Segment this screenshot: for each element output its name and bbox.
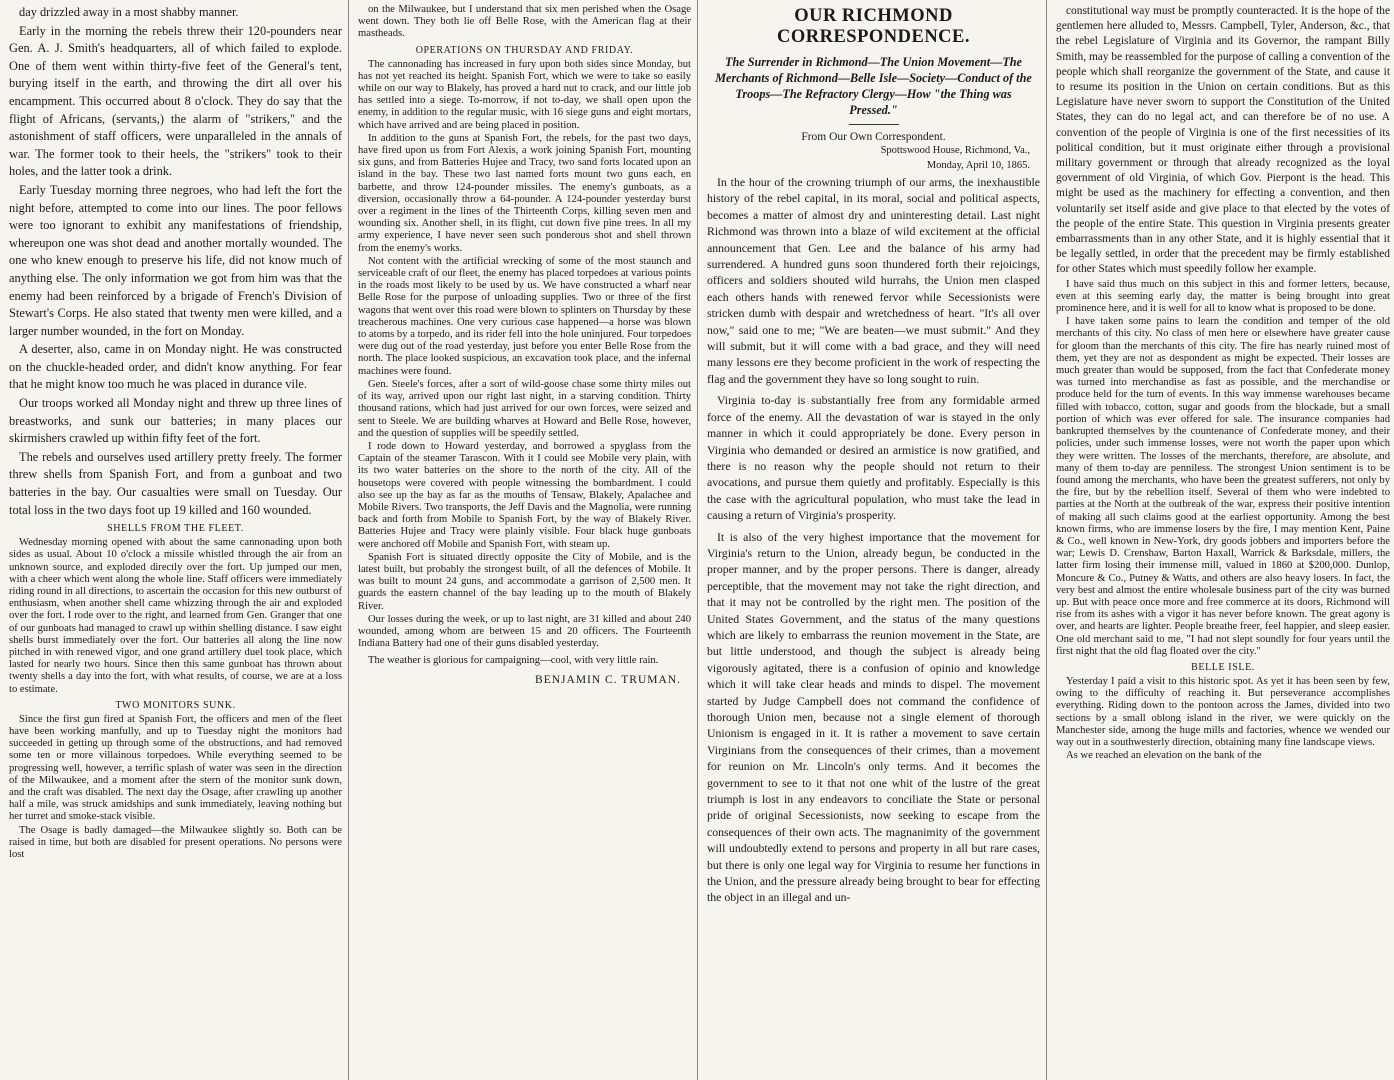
section-heading-belle-isle: BELLE ISLE.	[1191, 661, 1255, 673]
column-3	[701, 0, 1047, 1080]
paragraph: I have taken some pains to learn the condition and temper of the old merchants of this city. No class of men here or elsewhere have greater cause for gloom than the merchants of this city. The fire has nearly ruined most of them, yet they are not as despondent as might be expected. Their losses are much greater than would be supposed, from the fact that Confederate money was turned into merchandise as fast as possible, and the merchandise or produce held for the turn of events. In this way immense warehouses became filled with tobacco, cotton, sugar and goods from the blockade, but a small portion of which was ever offered for sale. The insurance companies had bankrupted themselves by the countenance of Confederate money, and their policies, under such immense losses, were not worth the paper upon which they were written. The losses of the merchants, therefore, are absolute, and many of them to-day are penniless. The strongest Union sentiment is to be found among the merchants, who have been the greatest sufferers, not only by the fire, but by the rebellion itself. Several of them who were indebted to parties at the North at the outbreak of the war, express their positive intention of making all such claims good at the earliest opportunity. Among the best known firms, who are immense losers by the fire, I may mention Kent, Paine & Co., well known in New-York, dry goods jobbers and importers before the war; Lewis D. Crenshaw, Barton Haxall, Warrick & Barksdale, millers, the latter firm losing their immense mill, valued in 1860 at $200,000. Dunlop, Moncure & Co., Putney & Watts, and others are also heavy losers. In fact, the very best and almost the entire wholesale business part of the city was burned up. But with peace once more and free commerce at its doors, Richmond will rise from its ashes with a vigor it has never before known. The great agony is over, and hearts are lighter. People breathe freer, feel happier, and sleep easier. One old merchant said to me, "I had not slept soundly for four years until the first night that the old flag floated over the city."	[1056, 316, 1390, 657]
paragraph: It is also of the very highest importance that the movement for Virginia's return to the Union, already begun, be conducted in the proper manner, and by the proper persons. There is danger, already perceptible, that the movement may not take the right direction, and that it may not be controlled by the right men. The position of the United States Government, and the status of the many questions which are likely to embarrass the reunion movement in the State, are but little understood, and though the subject is already being vigorously agitated, there is a confusion of opinio and knowledge which it will take clear heads and minds to dispel. The movement started by Judge Campbell does not command the confidence of thorough Union men, because not a single element of thorough Unionism is engaged in it. It is rather a movement to save certain Virginians from the consequences of their crimes, than a movement for reunion on Mr. Lincoln's only terms. And it becomes the government to see to it that not one whit of the lustre of the great triumph is lost in any endeavors to conciliate the State or personal pride of original Secessionists, now seeking to escape from the consequences of their own acts. The magnanimity of the government will undoubtedly extend to persons and property in all but rare cases, but there is only one legal way for Virginia to resume her functions in the Union, and the pressure already being brought to bear for effecting the object in an illegal and un-	[707, 529, 1040, 905]
byline: From Our Own Correspondent.	[801, 131, 946, 143]
paragraph: constitutional way must be promptly counteracted. It is the hope of the gentlemen here alluded to, Messrs. Campbell, Tyler, Anderson, &c., that the rebel Legislature of Virginia and its Governor, the rampant Billy Smith, may be reassembled for the purpose of calling a convention of the people which shall reorganize the government of the State, and cause it to resume its position in the Union on certain conditions. But as this Legislature have never sworn to support the Constitution of the United States, they can do no legal act, and can therefore be of no use. A convention of the people of Virginia is one of the first necessities of its political condition, but it must originate either through a provisional military government or through that already recognized as the loyal government of old Virginia, of which Gov. Pierpont is the head. This might be used as the machinery for effecting a convention, and then voluntarily set itself aside and give place to that elected by the votes of the people of the entire State. This question in Virginia presents greater embarrassments than in any other State, and it is highly essential that it be legally settled, in order that the precedent may be firmly established for other States which must speedily follow her example.	[1056, 5, 1390, 276]
paragraph: I have said thus much on this subject in this and former letters, because, even at this seeming early day, the matter is being brought into great prominence here, and it is well for all to know what is proposed to be done.	[1056, 278, 1390, 315]
divider	[849, 124, 899, 125]
column-2	[352, 0, 698, 1080]
paragraph: Our troops worked all Monday night and threw up three lines of breastworks, and sunk our batteries; in many places our skirmishers crawled up within fifty feet of the fort.	[9, 396, 342, 446]
dateline-place: Spottswood House, Richmond, Va.,	[880, 145, 1030, 156]
paragraph: day drizzled away in a most shabby manner.	[19, 5, 239, 19]
paragraph: Wednesday morning opened with about the same cannonading upon both sides as usual. About 10 o'clock a missile whistled through the air from an unknown source, and exploded directly over the fort. Up jumped our men, with a cheer which went along the whole line. Staff officers were immediately riding round in all directions, to ascertain the occasion for this new outburst of enthusiasm, when another shell came whizzing through the air and exploded over the fort. I rode over to the right, and learned from Gen. Granger that one of our gunboats had managed to crawl up within shelling distance. I saw eight shells burst immediately over the fort. Our batteries all along the line now pitched in with renewed vigor, and one grand artillery duel took place, which lasted for nearly two hours. Since then this same gunboat has thrown about twenty shells a day into the fort, with what results, of course, we are at a loss to estimate.	[9, 537, 342, 695]
dateline-date: Monday, April 10, 1865.	[926, 160, 1030, 171]
paragraph: In addition to the guns at Spanish Fort, the rebels, for the past two days, have fired upon us from Fort Alexis, a work joining Spanish Fort, mounting six guns, and from Batteries Hujee and Tracy, two sand forts located upon an island in the bay. These two last named forts mount two guns each, en barbette, and throw 124-pounder missiles. The enemy's gunboats, as a diversion, occasionally throw a 64-pounder. A 124-pounder yesterday burst over a regiment in the lines of the Thirteenth Corps, killing seven men and wounding six. Another shell, in its flight, cut down five pine trees. In all my army experience, I have never seen such ponderous shot and shell thrown from the enemy's works.	[358, 132, 691, 254]
paragraph: Yesterday I paid a visit to this historic spot. As yet it has been seen by few, owing to the difficulty of reaching it. But perseverance accomplishes everything. Riding down to the pontoon across the James, divided into two sections by a small oblong island in the river, we were quickly on the Manchester side, among the huge mills and factories, whence we wended our way out in a southwesterly direction, obtaining many fine landscape views.	[1056, 675, 1390, 748]
paragraph: The Osage is badly damaged—the Milwaukee slightly so. Both can be raised in time, but both are disabled for present operations. No persons were lost	[9, 824, 342, 861]
paragraph: on the Milwaukee, but I understand that six men perished when the Osage went down. They both lie off Belle Rose, with the American flag at their mastheads.	[358, 4, 691, 40]
section-heading-monitors: TWO MONITORS SUNK.	[115, 699, 236, 711]
section-heading-shells: SHELLS FROM THE FLEET.	[107, 523, 244, 535]
paragraph: Early Tuesday morning three negroes, who had left the fort the night before, attempted to come into our lines. The poor fellows were too ignorant to exhibit any manifestations of friendship, whereupon one was shot dead and another mortally wounded. The one who knew enough to preserve his life, did not know much of anything else. The only information we got from him was that the enemy had been reinforced by a brigade of French's Division of Stewart's Corps. He also stated that twenty men were killed, and a larger number wounded, in the fort on Monday.	[9, 182, 342, 338]
paragraph: Spanish Fort is situated directly opposite the City of Mobile, and is the latest built, but probably the strongest built, of all the defences of Mobile. It was built to mount 24 guns, and accommodate a garrison of 2,500 men. It guards the eastern channel of the bay leading up to the mouth of Blakely River.	[358, 551, 691, 612]
column-4	[1050, 0, 1394, 1080]
paragraph: Our losses during the week, or up to last night, are 31 killed and about 240 wounded, among whom are between 15 and 20 officers. The Fourteenth Indiana Battery had one of their guns disabled yesterday.	[358, 613, 691, 650]
paragraph: I rode down to Howard yesterday, and borrowed a spyglass from the Captain of the steamer Tarascon. With it I could see Mobile very plain, with its two water batteries on the shore to the north of the city. All of the housetops were covered with people witnessing the bombardment. I could also see up the bay as far as the mouths of Tensaw, Blakely, Apalachee and Mobile Rivers. Two transports, the Jeff Davis and the Magnolia, were running back and forth from Mobile to Spanish Fort, by the way of Blakely River. Batteries Hujee and Tracy were plainly visible. Four black huge gunboats were anchored off Mobile and Spanish Fort, with steam up.	[358, 440, 691, 550]
paragraph: In the hour of the crowning triumph of our arms, the inexhaustible history of the rebel capital, in its moral, social and political aspects, becomes a matter of almost dry and uninteresting detail. Last night Richmond was thrown into a blaze of wild excitement at the official announcement that Gen. Lee and the balance of his army had surrendered. A hundred guns soon thundered forth their rejoicings, officers and soldiers shouted wild hurrahs, the Union men clasped each others hands with renewed fervor while Secessionists were stricken dumb with despair and wretchedness of heart. "It's all over now," said one to me; "We are beaten—we must submit." And they will submit, but it will come with a bad grace, and they will need many lessons ere they become proficient in the work of respecting the flag and the government they have so long sought to ruin.	[707, 175, 1040, 386]
paragraph: Early in the morning the rebels threw their 120-pounders near Gen. A. J. Smith's headquarters, all of which failed to explode. One of them went within thirty-five feet of the General's tent, burying itself in the earth, and throwing the dirt all over his encampment. This occurred about 8 o'clock. They do say that the flight of Africans, (servants,) the alarm of "strikers," and the astonishment of staff officers, were unparalleled in the annals of war. The former took to their heels, the "strikers" took to their holes, and the latter took a drink.	[9, 23, 342, 179]
article-deck: The Surrender in Richmond—The Union Movement—The Merchants of Richmond—Belle Isle—Society—Conduct of the Troops—The Refractory Clergy—How "the Thing was Pressed."	[715, 55, 1032, 117]
column-1	[3, 0, 349, 1080]
article-masthead: OUR RICHMOND CORRESPONDENCE.	[776, 6, 971, 47]
paragraph: As we reached an elevation on the bank of the	[1066, 750, 1262, 762]
paragraph: The rebels and ourselves used artillery pretty freely. The former threw shells from Spanish Fort, and from a gunboat and two batteries in the bay. Our casualties were small on Tuesday. Our total loss in the two days foot up 19 killed and 160 wounded.	[9, 449, 342, 517]
section-heading-operations: OPERATIONS ON THURSDAY AND FRIDAY.	[415, 44, 634, 56]
paragraph: The weather is glorious for campaigning—cool, with very little rain.	[368, 655, 659, 667]
paragraph: A deserter, also, came in on Monday night. He was constructed on the chuckle-headed order, and didn't know anything. For fear that he might know too much he was placed in durance vile.	[9, 342, 342, 392]
paragraph: Not content with the artificial wrecking of some of the most staunch and serviceable craft of our fleet, the enemy has placed torpedoes at various points in the roads most likely to be used by us. We have constructed a wharf near Belle Rose for the purpose of unloading supplies. Two or three of the first wagons that went over this road were blown to splinters on Thursday by these treacherous machines. One very curious case happened—a horse was blown to atoms by a torpedo, and its rider fell into the hole uninjured. Four torpedoes were dug out of the road yesterday, just before you enter Belle Rose from the north. The place looked suspicious, an excavation took place, and the infernal machines were found.	[358, 255, 691, 377]
author-signature: BENJAMIN C. TRUMAN.	[535, 673, 681, 686]
paragraph: The cannonading has increased in fury upon both sides since Monday, but has not yet reached its height. Spanish Fort, which we were to take so easily while on our way to Blakely, has proved a hard nut to crack, and our little job has settled into a siege. To-morrow, if not to-day, we shall open upon the enemy, in addition to the regular music, with 16 siege guns and eight mortars, which have arrived and are being placed in position.	[358, 58, 691, 131]
paragraph: Since the first gun fired at Spanish Fort, the officers and men of the fleet have been working manfully, and up to Tuesday night the monitors had succeeded in getting up through some of the obstructions, and had removed some ten or more villainous torpedoes. While everything seemed to be progressing well, however, a terrific splash of water was seen in the direction of the Milwaukee, and a moment after the stern of the monitor sunk down, and the craft was disabled. The next day the Osage, after crawling up another half a mile, was struck amidships and sunk immediately, leaving nothing but her turret and smoke-stack visible.	[9, 713, 342, 823]
paragraph: Virginia to-day is substantially free from any formidable armed force of the enemy. All the devastation of war is stayed in the only manner in which it could appropriately be done. Every person in Virginia who demanded or desired an armistice is now gratified, and there is no reason why the people should not return to their avocations, and pursue them quietly and profitably. Especially is this the case with the agricultural population, who must take the lead in causing a return of Virginia's prosperity.	[707, 393, 1040, 523]
paragraph: Gen. Steele's forces, after a sort of wild-goose chase some thirty miles out of its way, arrived upon our right last night, in a starving condition. Thirty thousand rations, which had just arrived for our own forces, were seized and sent to Steele. We are building wharves at Howard and Belle Rose, however, and the question of supplies will be speedily settled.	[358, 378, 691, 439]
